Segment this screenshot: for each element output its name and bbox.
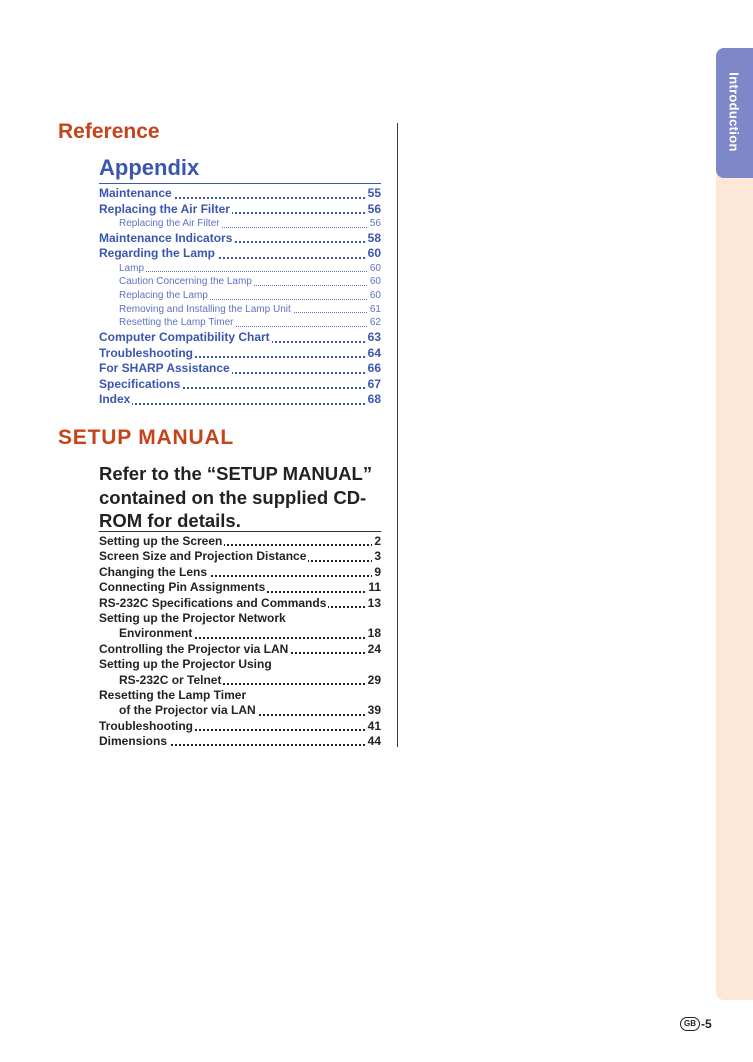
toc-entry-page: 56	[369, 218, 381, 229]
toc-entry-title: Removing and Installing the Lamp Unit	[99, 304, 293, 315]
toc-entry-title: Screen Size and Projection Distance	[99, 549, 307, 564]
toc-entry[interactable]	[99, 392, 381, 408]
toc-entry[interactable]	[99, 316, 381, 330]
setup-manual-toc	[99, 534, 381, 749]
toc-entry-title: Resetting the Lamp Timer	[99, 687, 247, 702]
toc-entry-page: 24	[367, 641, 381, 656]
column-divider	[397, 123, 398, 747]
toc-entry[interactable]	[99, 262, 381, 276]
toc-entry[interactable]	[99, 217, 381, 231]
toc-entry[interactable]	[99, 565, 381, 580]
toc-entry[interactable]	[99, 361, 381, 377]
toc-entry-page: 61	[369, 303, 381, 315]
toc-entry[interactable]	[99, 186, 381, 202]
toc-entry-page: 60	[369, 290, 381, 302]
toc-entry[interactable]	[99, 719, 381, 734]
toc-entry-page: 9	[374, 564, 381, 579]
toc-entry-title: Replacing the Air Filter	[99, 201, 230, 216]
setup-manual-note: Refer to the “SETUP MANUAL” contained on the supplied CD-ROM for details.	[99, 463, 373, 531]
toc-entry-page: 67	[367, 376, 381, 391]
toc-entry-page: 63	[367, 330, 381, 345]
toc-entry[interactable]	[99, 303, 381, 317]
toc-entry-title: Regarding the Lamp	[99, 246, 216, 261]
toc-entry-page: 44	[367, 734, 381, 749]
toc-entry-page: 29	[367, 672, 381, 687]
toc-entry[interactable]	[99, 626, 381, 641]
toc-entry-title: For SHARP Assistance	[99, 361, 230, 376]
toc-entry-title: Caution Concerning the Lamp	[99, 276, 254, 287]
toc-entry-title: Specifications	[99, 376, 181, 391]
setup-manual-rule	[99, 531, 381, 532]
toc-dot-leader	[99, 403, 381, 405]
appendix-rule	[99, 183, 381, 184]
appendix-title: Appendix	[99, 155, 200, 180]
toc-entry-title: Computer Compatibility Chart	[99, 330, 270, 345]
toc-entry-title: Environment	[99, 626, 194, 640]
toc-entry[interactable]	[99, 377, 381, 393]
toc-entry-title: Index	[99, 392, 131, 407]
toc-entry-title: Maintenance	[99, 186, 172, 200]
toc-entry-title: Troubleshooting	[99, 345, 193, 360]
toc-entry-title: RS-232C or Telnet	[99, 673, 223, 687]
toc-entry-page: 18	[367, 626, 381, 641]
toc-entry-page: 62	[369, 317, 381, 329]
toc-entry[interactable]	[99, 580, 381, 595]
toc-entry[interactable]	[99, 611, 381, 626]
side-tab-label: Introduction	[726, 72, 742, 152]
toc-entry[interactable]	[99, 231, 381, 247]
toc-entry-title: Setting up the Projector Network	[99, 610, 286, 625]
toc-entry-title: Connecting Pin Assignments	[99, 580, 266, 595]
toc-entry[interactable]	[99, 596, 381, 611]
toc-entry-title: Dimensions	[99, 734, 168, 749]
toc-entry[interactable]	[99, 275, 381, 289]
toc-entry-title: RS-232C Specifications and Commands	[99, 595, 327, 610]
toc-entry-title: Controlling the Projector via LAN	[99, 641, 289, 656]
toc-entry-title: Setting up the Projector Using	[99, 657, 272, 672]
toc-entry-title: Lamp	[99, 263, 146, 274]
toc-entry[interactable]	[99, 642, 381, 657]
toc-entry-page: 55	[367, 186, 381, 200]
toc-entry[interactable]	[99, 688, 381, 703]
toc-entry-title: Replacing the Air Filter	[99, 218, 222, 229]
page-number-text: -5	[701, 1017, 712, 1031]
toc-entry-page: 68	[367, 392, 381, 407]
toc-entry-page: 58	[367, 230, 381, 245]
toc-entry[interactable]	[99, 673, 381, 688]
toc-entry-page: 60	[369, 276, 381, 288]
toc-entry-page: 64	[367, 345, 381, 360]
toc-dot-leader	[119, 271, 381, 272]
toc-entry-title: Troubleshooting	[99, 718, 193, 733]
toc-entry-title: Changing the Lens	[99, 564, 207, 579]
toc-entry-page: 3	[374, 549, 381, 564]
toc-entry-page: 60	[369, 262, 381, 274]
toc-entry-page: 2	[374, 534, 381, 548]
toc-entry-page: 56	[367, 201, 381, 216]
toc-entry-page: 41	[367, 718, 381, 733]
toc-entry[interactable]	[99, 657, 381, 672]
toc-entry-page: 39	[367, 703, 381, 718]
toc-entry[interactable]	[99, 549, 381, 564]
setup-manual-heading: SETUP MANUAL	[58, 426, 235, 449]
toc-entry-title: of the Projector via LAN	[99, 703, 258, 717]
toc-entry-title: Replacing the Lamp	[99, 290, 210, 301]
toc-entry[interactable]	[99, 202, 381, 218]
side-tab-background	[716, 48, 753, 1000]
toc-entry-title: Resetting the Lamp Timer	[99, 317, 236, 328]
reference-heading: Reference	[58, 120, 160, 143]
toc-entry-page: 60	[367, 246, 381, 261]
toc-entry[interactable]	[99, 246, 381, 262]
toc-entry[interactable]	[99, 289, 381, 303]
page-number	[680, 1017, 712, 1031]
toc-entry-page: 13	[367, 595, 381, 610]
toc-entry[interactable]	[99, 330, 381, 346]
toc-entry-page: 66	[367, 361, 381, 376]
gb-region-icon: GB	[680, 1017, 700, 1031]
toc-entry-title: Maintenance Indicators	[99, 230, 233, 245]
toc-entry[interactable]	[99, 703, 381, 718]
toc-entry-title: Setting up the Screen	[99, 534, 223, 548]
toc-entry-page: 11	[368, 580, 381, 595]
toc-entry[interactable]	[99, 534, 381, 549]
appendix-toc	[99, 186, 381, 408]
toc-entry[interactable]	[99, 346, 381, 362]
toc-entry[interactable]	[99, 734, 381, 749]
